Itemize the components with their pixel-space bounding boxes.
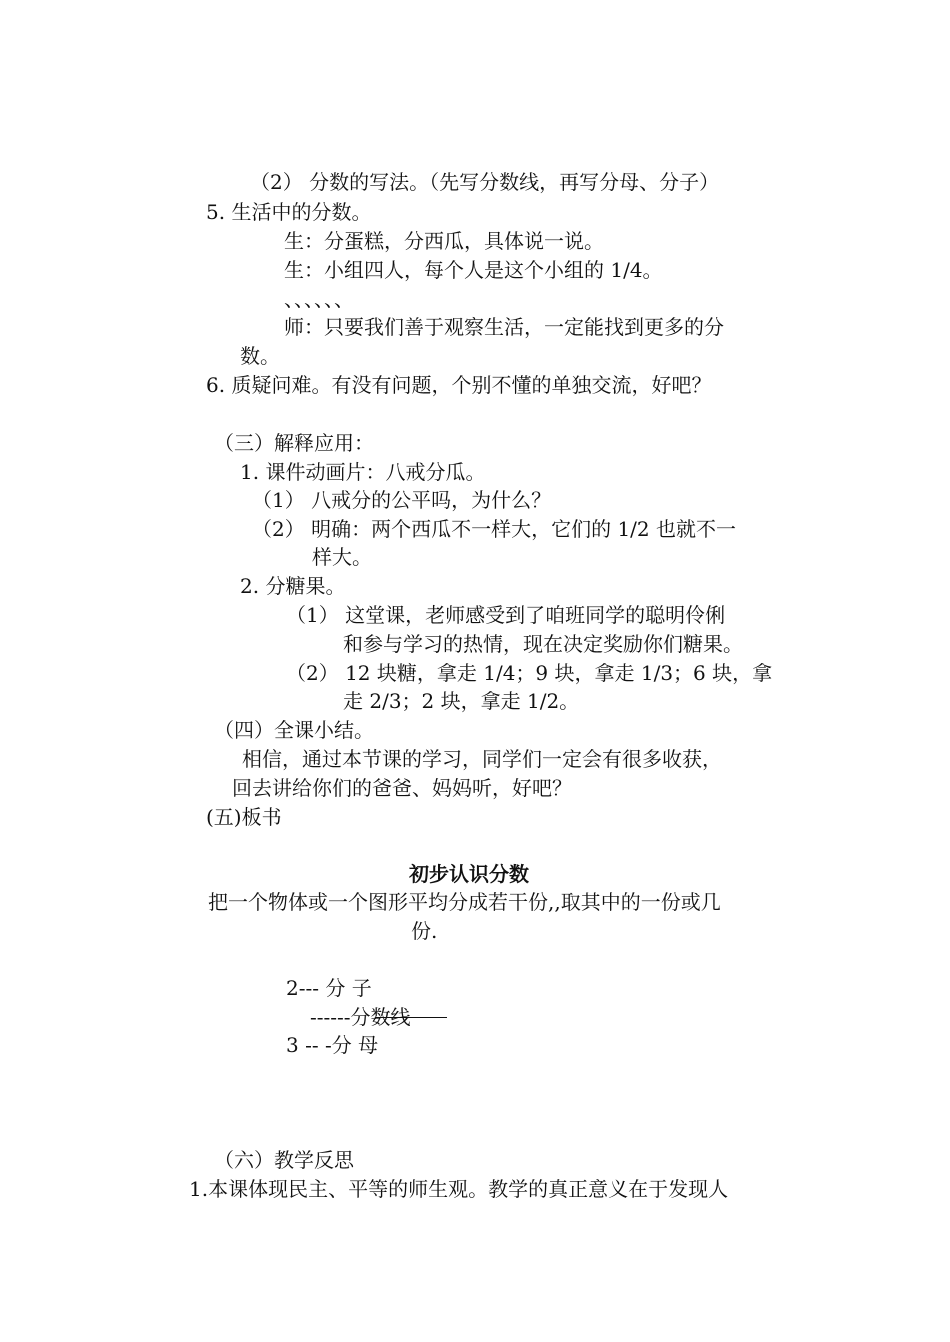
text-line: 样大。: [312, 545, 372, 569]
list-item: （1） 八戒分的公平吗，为什么？: [252, 488, 552, 512]
board-title: 初步认识分数: [409, 862, 529, 886]
section-heading: （六）教学反思: [214, 1148, 354, 1172]
text-line: 师：只要我们善于观察生活，一定能找到更多的分: [284, 315, 724, 339]
list-item: （2） 12 块糖，拿走 1/4；9 块，拿走 1/3；6 块，拿: [286, 661, 773, 685]
text-line: 和参与学习的热情，现在决定奖励你们糖果。: [343, 632, 743, 656]
list-item: 5. 生活中的分数。: [206, 200, 372, 224]
text-line: 数。: [240, 344, 280, 368]
text-line: （2） 分数的写法。（先写分数线，再写分母、分子）: [250, 170, 720, 194]
text-line: 相信，通过本节课的学习，同学们一定会有很多收获，: [242, 747, 722, 771]
text-line: 把一个物体或一个图形平均分成若干份,,取其中的一份或几: [208, 890, 721, 914]
section-heading: (五)板书: [206, 805, 282, 829]
list-item: 6. 质疑问难。有没有问题，个别不懂的单独交流，好吧？: [206, 373, 712, 397]
text-line: 份.: [411, 919, 438, 943]
fraction-bar-line: [376, 1017, 447, 1018]
fraction-line-label: ------分数线: [310, 1005, 411, 1029]
list-item: （2） 明确：两个西瓜不一样大，它们的 1/2 也就不一: [252, 517, 736, 541]
text-line: 、、、、、、: [284, 287, 354, 311]
fraction-numerator-label: 2--- 分 子: [286, 976, 372, 1000]
text-line: 回去讲给你们的爸爸、妈妈听，好吧？: [232, 776, 572, 800]
fraction-denominator-label: 3 -- -分 母: [286, 1033, 379, 1057]
section-heading: （三）解释应用：: [214, 431, 374, 455]
text-line: 走 2/3；2 块，拿走 1/2。: [343, 689, 580, 713]
text-line: 生：分蛋糕，分西瓜，具体说一说。: [284, 229, 604, 253]
list-item: 2. 分糖果。: [240, 574, 346, 598]
list-item: （1） 这堂课，老师感受到了咱班同学的聪明伶俐: [286, 603, 726, 627]
list-item: 1. 课件动画片：八戒分瓜。: [240, 460, 486, 484]
text-line: 1.本课体现民主、平等的师生观。教学的真正意义在于发现人: [189, 1177, 729, 1201]
text-line: 生：小组四人，每个人是这个小组的 1/4。: [284, 258, 663, 282]
section-heading: （四）全课小结。: [214, 718, 374, 742]
